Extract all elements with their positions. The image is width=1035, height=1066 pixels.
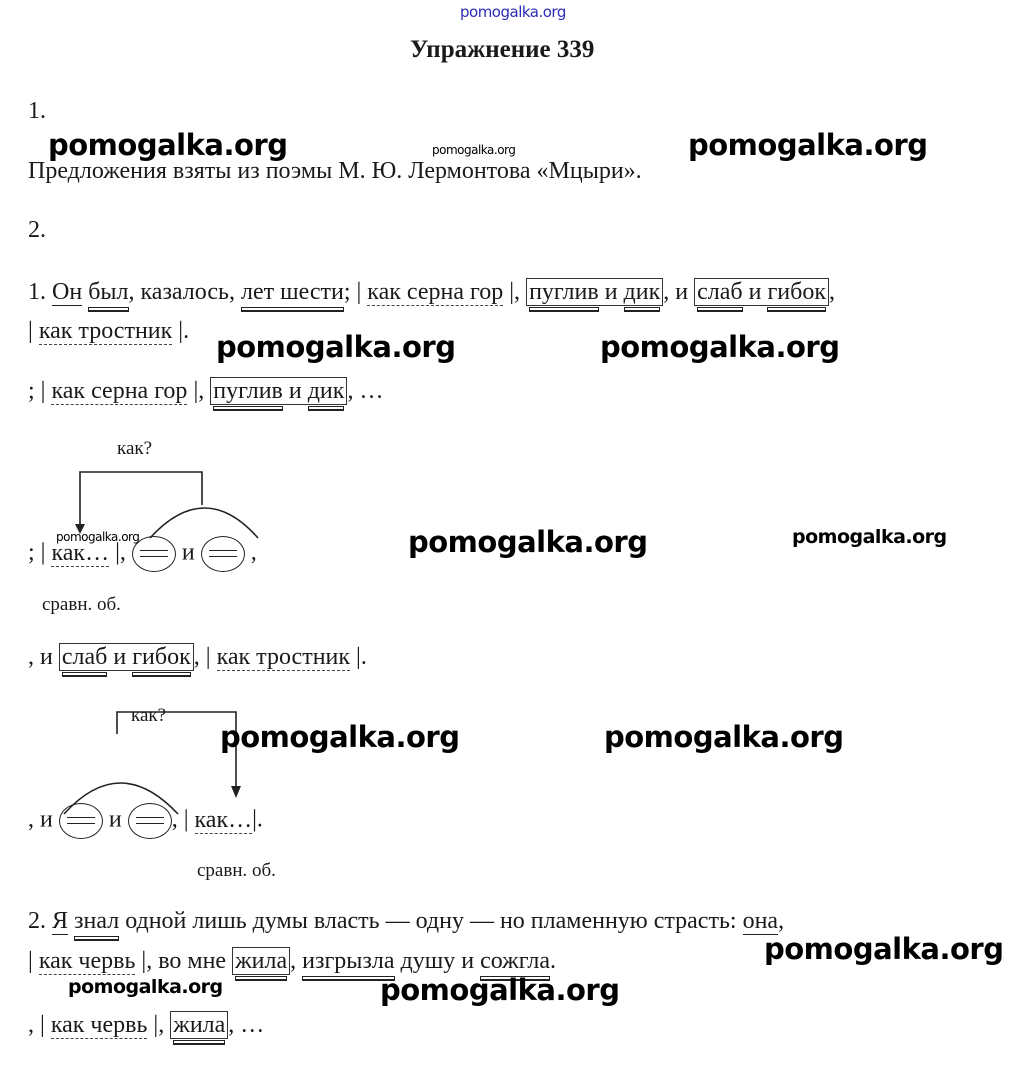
plain-text: , … xyxy=(228,1012,265,1038)
predicate-zhila: жила xyxy=(235,948,287,977)
schema2-label: сравн. об. xyxy=(197,860,276,881)
plain-text: одной лишь думы власть — одну — но пламенную страсть: xyxy=(119,908,743,934)
comparison-kak-trostnik: как тростник xyxy=(216,644,351,670)
watermark: pomogalka.org xyxy=(604,720,844,754)
subject-ona: она xyxy=(742,908,779,934)
schema1-label: сравн. об. xyxy=(42,594,121,615)
predicate-izgryzla: изгрызла xyxy=(302,948,394,977)
plain-text: | xyxy=(28,318,39,344)
conjunction: и xyxy=(598,279,624,305)
sentence2-line2 xyxy=(28,948,556,975)
schema2-question: как? xyxy=(131,705,167,726)
predicate-let-shesti: лет шести xyxy=(241,279,344,308)
part1-text: Предложения взяты из поэмы М. Ю. Лермонтова «Мцыри». xyxy=(28,158,642,184)
predicate-zhila: жила xyxy=(173,1012,225,1041)
conjunction: и xyxy=(107,644,133,670)
homogeneous-predicate-oval xyxy=(128,803,172,839)
plain-text: |. xyxy=(252,806,263,833)
plain-text: |, xyxy=(147,1012,171,1038)
watermark: pomogalka.org xyxy=(380,973,620,1007)
predicate-znal: знал xyxy=(74,908,119,937)
plain-text: , казалось, xyxy=(128,279,241,305)
sentence-number: 2. xyxy=(28,908,52,934)
plain-text: |. xyxy=(350,644,367,670)
plain-text: , xyxy=(290,948,303,974)
subject-on: Он xyxy=(52,279,83,305)
sentence2-line1 xyxy=(28,908,784,935)
predicate-gibok: гибок xyxy=(132,644,191,673)
plain-text: |, xyxy=(109,539,126,566)
plain-text: |, xyxy=(503,279,527,305)
predicate-pugliv: пуглив xyxy=(529,279,599,308)
plain-text: | xyxy=(28,948,39,974)
plain-text: |. xyxy=(172,318,190,344)
plain-text: , и xyxy=(663,279,695,305)
conjunction: и xyxy=(181,539,195,566)
conjunction: и xyxy=(108,806,122,833)
conjunction: и xyxy=(282,378,308,404)
predicate-dik: дик xyxy=(308,378,345,407)
plain-text: ; | xyxy=(28,539,52,566)
plain-text: ; | xyxy=(343,279,368,305)
comparison-kak-serna-gor: как серна гор xyxy=(51,378,188,404)
schema1-question: как? xyxy=(117,438,153,459)
comparison-kak-trostnik: как тростник xyxy=(38,318,173,344)
plain-text: |, во мне xyxy=(135,948,233,974)
plain-text: , … xyxy=(347,378,384,404)
predicate-byl: был xyxy=(88,279,128,308)
plain-text: , | xyxy=(193,644,217,670)
predicate-gibok: гибок xyxy=(767,279,826,308)
watermark: pomogalka.org xyxy=(216,330,456,364)
plain-text: , и xyxy=(28,644,59,670)
comparison-kak-cherv: как червь xyxy=(38,948,136,974)
watermark: pomogalka.org xyxy=(764,932,1004,966)
watermark: pomogalka.org xyxy=(600,330,840,364)
predicate-pugliv: пуглив xyxy=(213,378,283,407)
conjunction: и xyxy=(742,279,768,305)
plain-text: . xyxy=(549,948,556,974)
homogeneous-box xyxy=(59,643,194,671)
homogeneous-predicate-oval xyxy=(201,536,245,572)
plain-text: , xyxy=(778,908,785,934)
schema2-line xyxy=(28,803,263,839)
watermark: pomogalka.org xyxy=(792,526,947,548)
plain-text: , и xyxy=(28,806,53,833)
sentence-number: 1. xyxy=(28,279,46,305)
comparison-kak: как… xyxy=(51,539,110,566)
plain-text: , | xyxy=(171,806,195,833)
part2-number: 2. xyxy=(28,217,46,243)
plain-text: |, xyxy=(187,378,211,404)
watermark: pomogalka.org xyxy=(220,720,460,754)
predicate-slab: слаб xyxy=(697,279,743,308)
plain-text: душу и xyxy=(394,948,481,974)
comparison-kak: как… xyxy=(194,806,253,833)
comparison-kak-serna-gor: как серна гор xyxy=(367,279,504,305)
subject-ya: Я xyxy=(52,908,69,934)
predicate-szhgla: сожгла xyxy=(480,948,550,977)
plain-text: ; | xyxy=(28,378,52,404)
plain-text: , xyxy=(250,539,257,566)
homogeneous-predicate-oval xyxy=(59,803,103,839)
plain-text: , | xyxy=(28,1012,51,1038)
fragment2 xyxy=(28,644,367,671)
watermark: pomogalka.org xyxy=(432,143,516,157)
watermark: pomogalka.org xyxy=(56,530,140,544)
predicate-dik: дик xyxy=(624,279,661,308)
top-watermark: pomogalka.org xyxy=(460,3,566,21)
exercise-title: Упражнение 339 xyxy=(410,36,595,63)
part1-number: 1. xyxy=(28,98,46,124)
plain-text: , xyxy=(829,279,835,305)
comparison-kak-cherv: как червь xyxy=(50,1012,148,1038)
fragment3 xyxy=(28,1012,264,1039)
homogeneous-box xyxy=(170,1011,228,1039)
homogeneous-box xyxy=(232,947,290,975)
watermark: pomogalka.org xyxy=(408,525,648,559)
watermark: pomogalka.org xyxy=(48,128,288,162)
watermark: pomogalka.org xyxy=(68,976,223,998)
predicate-slab: слаб xyxy=(62,644,108,673)
watermark: pomogalka.org xyxy=(688,128,928,162)
